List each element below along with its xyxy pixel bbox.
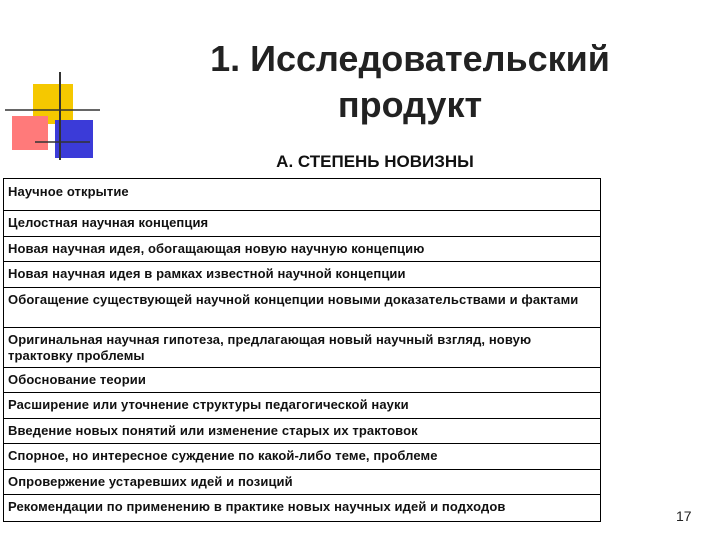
table-row: Новая научная идея в рамках известной научной концепции — [4, 262, 600, 288]
page-title: 1. Исследовательский продукт — [210, 38, 610, 125]
table-row: Рекомендации по применению в практике новых научных идей и подходов — [8, 499, 506, 514]
section-subtitle: А. СТЕПЕНЬ НОВИЗНЫ — [276, 152, 474, 171]
table-row: Целостная научная концепция — [4, 211, 600, 237]
decorative-squares — [0, 0, 110, 170]
red-square — [12, 116, 48, 150]
table-row: Введение новых понятий или изменение старых их трактовок — [4, 419, 600, 445]
page-number: 17 — [676, 508, 692, 524]
table-row: Спорное, но интересное суждение по какой-либо теме, проблеме — [4, 444, 600, 470]
table-row: Научное открытие — [4, 179, 600, 211]
novelty-table — [3, 178, 601, 522]
table-row: Оригинальная научная гипотеза, предлагающая новый научный взгляд, новую трактовку проблемы — [4, 328, 600, 368]
table-row: Опровержение устаревших идей и позиций — [4, 470, 600, 496]
table-row: Обогащение существующей научной концепции новыми доказательствами и фактами — [4, 288, 600, 328]
table-row: Новая научная идея, обогащающая новую научную концепцию — [4, 237, 600, 263]
table-row: Обоснование теории — [4, 368, 600, 394]
table-row: Расширение или уточнение структуры педагогической науки — [4, 393, 600, 419]
